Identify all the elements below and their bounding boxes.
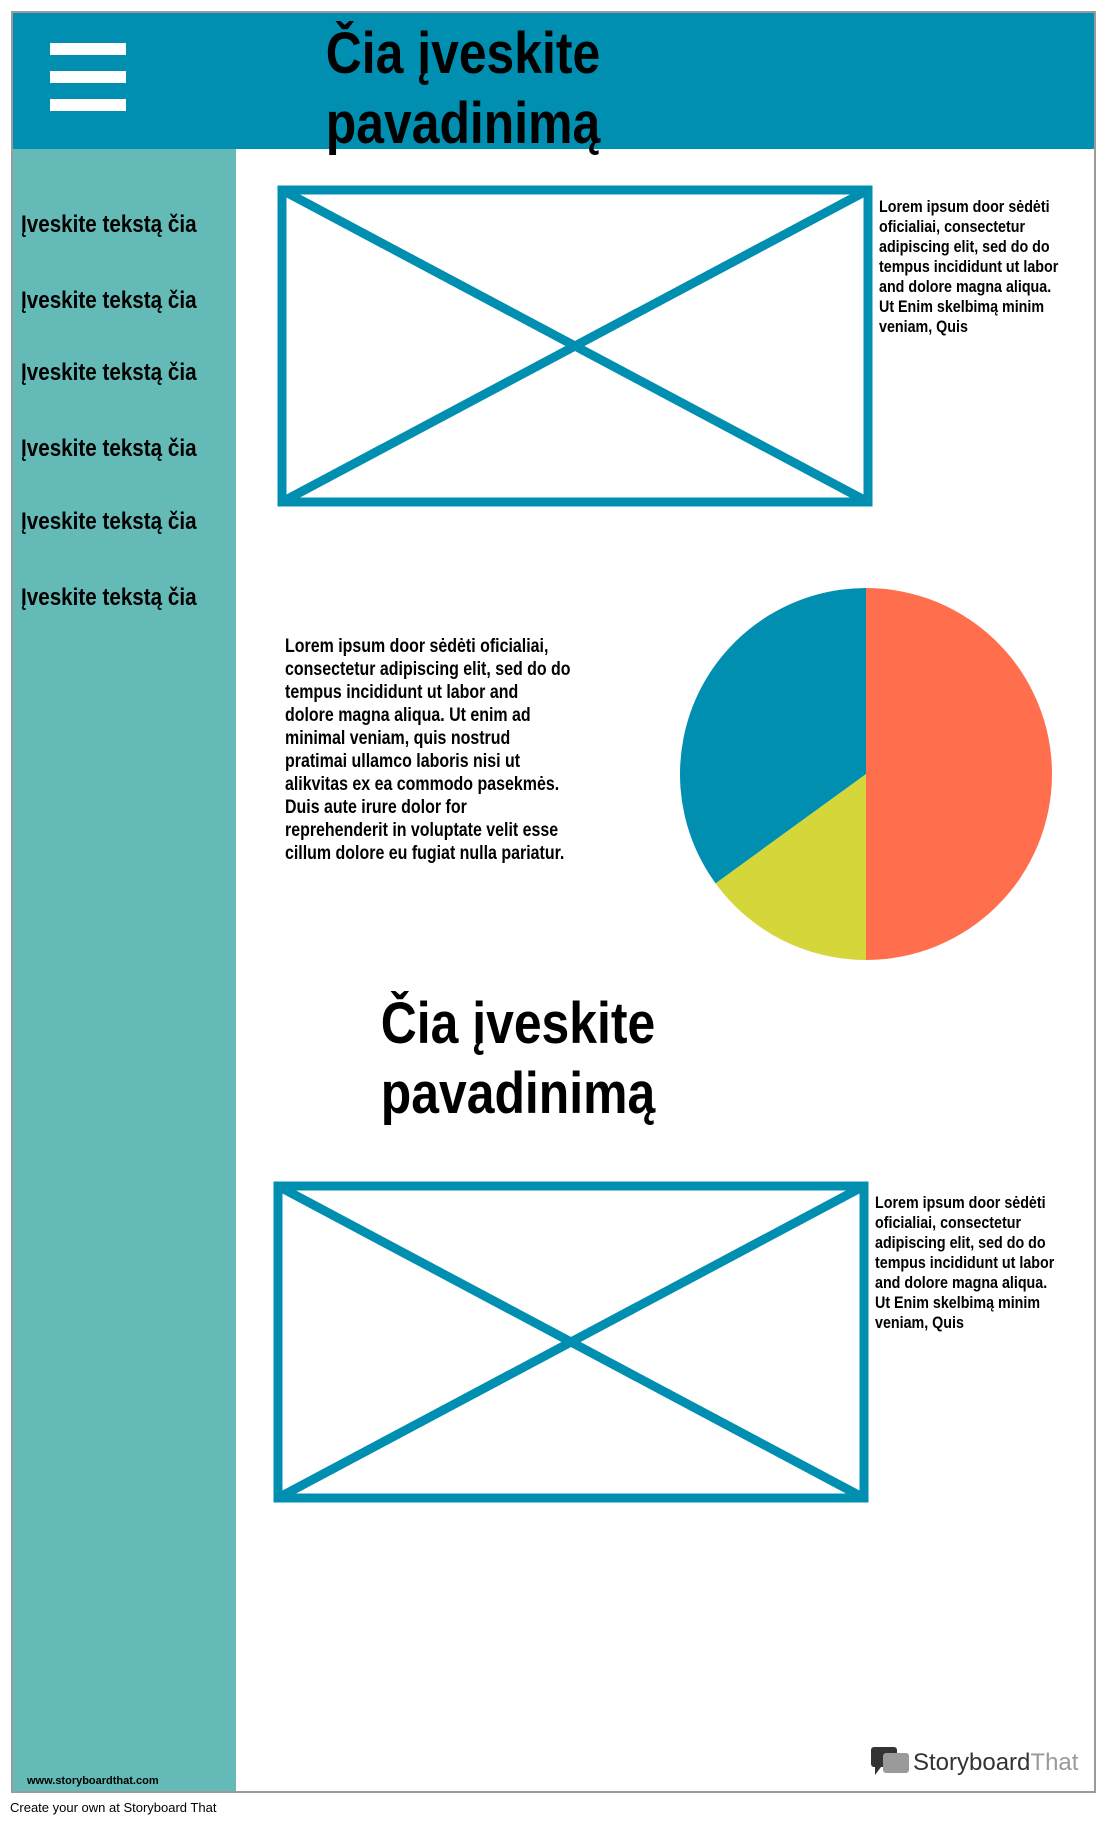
text-block-2: Lorem ipsum door sėdėti oficialiai, consectetur adipiscing elit, sed do do tempus incididunt ut labor and dolore magna aliqua. Ut enim ad minimal veniam, quis nostrud pratimai ullamco laboris nisi ut alikvitas ex ea commodo pasekmės. Duis aute irure dolor for reprehenderit in voluptate velit esse cillum dolore eu fugiat nulla pariatur.: [285, 636, 571, 864]
sidebar-item-6[interactable]: Įveskite tekstą čia: [21, 584, 197, 611]
image-placeholder-1[interactable]: [277, 185, 873, 507]
poster-frame: [11, 11, 1096, 1793]
sidebar-item-5[interactable]: Įveskite tekstą čia: [21, 508, 197, 535]
image-placeholder-2[interactable]: [273, 1181, 869, 1503]
storyboardthat-logo[interactable]: [869, 1745, 1089, 1781]
footer-text[interactable]: Create your own at Storyboard That: [10, 1800, 217, 1815]
pie-slice-1: [866, 588, 1052, 960]
sidebar-item-4[interactable]: Įveskite tekstą čia: [21, 435, 197, 462]
text-block-3: Lorem ipsum door sėdėti oficialiai, consectetur adipiscing elit, sed do do tempus incididunt ut labor and dolore magna aliqua. Ut Enim skelbimą minim veniam, Quis: [875, 1193, 1055, 1332]
speech-bubbles-icon: [869, 1745, 911, 1779]
hamburger-menu-icon[interactable]: [50, 43, 126, 113]
sidebar: [13, 149, 236, 1793]
header-bar: [13, 13, 1094, 156]
logo-text: StoryboardThat: [913, 1749, 1079, 1776]
sidebar-url: www.storyboardthat.com: [27, 1775, 159, 1787]
sidebar-item-1[interactable]: Įveskite tekstą čia: [21, 211, 197, 238]
page-title: Čia įveskite pavadinimą: [325, 21, 601, 156]
sidebar-item-2[interactable]: Įveskite tekstą čia: [21, 287, 197, 314]
sidebar-item-3[interactable]: Įveskite tekstą čia: [21, 359, 197, 386]
pie-chart: [676, 584, 1056, 964]
section-title: Čia įveskite pavadinimą: [380, 991, 656, 1126]
text-block-1: Lorem ipsum door sėdėti oficialiai, consectetur adipiscing elit, sed do do tempus incididunt ut labor and dolore magna aliqua. Ut Enim skelbimą minim veniam, Quis: [879, 197, 1059, 336]
